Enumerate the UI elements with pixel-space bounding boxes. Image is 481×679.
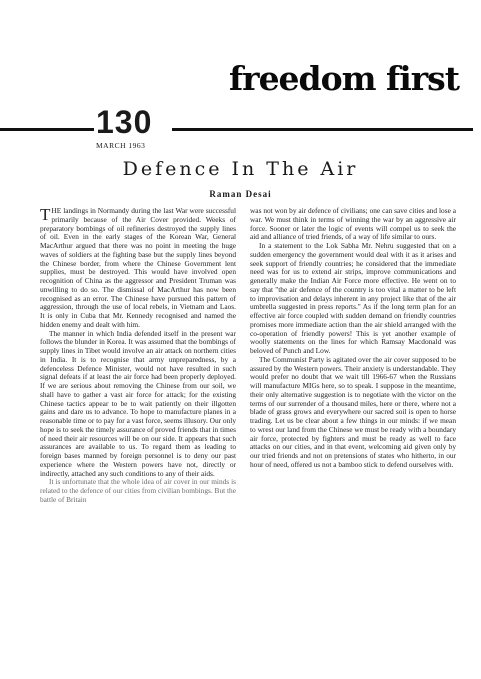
article-title: Defence In The Air: [122, 158, 359, 180]
header-rule-left: [0, 128, 94, 131]
paragraph: The manner in which India defended itself in the present war follows the blunder in Korea. It was assumed that the bombings of supply lines in Tibet would involve an air attack on northern cities in India. It is to recognise that army unpreparedness, by a defenceless Defence Minister, would not have resulted in such signal defeats if at least the air force had been properly deployed. If we are serious about removing the Chinese from our soil, we shall have to gather a vast air force for attack; for the existing Chinese tactics appear to be to wait patiently on their illgotten gains and dare us to advance. To hope to manufacture planes in a reasonable time or to pay for a vast force, seems illusory. Our only hope is to seek the timely assurance of proved friends that in times of need their air resources will be on our side. It appears that such assurances are available to us. To regard them as leading to foreign bases manned by foreign personnel is to deny our past experience where the Western powers have not, directly or indirectly, attached any such conditions to any of their aids.: [40, 328, 236, 478]
article-column-left: [40, 207, 236, 675]
article-column-right: [250, 207, 456, 675]
paragraph: It is unfortunate that the whole idea of air cover in our minds is related to the defence of our cities from civilian bombings. But the battle of Britain: [40, 477, 236, 504]
article-author: Raman Desai: [209, 189, 272, 199]
paragraph-text: HE landings in Normandy during the last War were successful primarily because of the Air Cover provided. Weeks of preparatory bombings of oil refineries destroyed the supply lines of oil. Even in the early stages of the Korean War, General MacArthur argued that there was no point in meeting the huge waves of soldiers at the fighting base but the supply lines beyond the Chinese border, from where the Chinese Government lent supplies, must be destroyed. This would have involved open recognition of China as the aggressor and President Truman was unwilling to do so. The dismissal of MacArthur has now been recognised as an error. The Chinese have pursued this pattern of aggression, through the use of local rebels, in Vietnam and Laos. It is only in Cuba that Mr. Kennedy recognised and named the hidden enemy and dealt with him.: [40, 207, 236, 329]
paragraph: In a statement to the Lok Sabha Mr. Nehru suggested that on a sudden emergency the government would deal with it as it arises and seek support of friendly countries; he considered that the immediate need was for us to extend air strips, improve communications and generally make the Indian Air Force more effective. He went on to say that "the air defence of the country is too vital a matter to be left to improvisation and delays inherent in any project like that of the air umbrella suggested in press reports." As if the long term plan for an effective air force coupled with sudden demand on friendly countries promises more immediate action than the air shield arranged with the co-operation of friendly powers! This is yet another example of woolly statements on the lines for which Ramsay Macdonald was beloved of Punch and Low.: [250, 241, 456, 355]
paragraph: was not won by air defence of civilians; one can save cities and lose a war. We must think in terms of winning the war by an aggressive air force. Sooner or later the logic of events will compel us to seek the aid and alliance of tried friends, of a way of life similar to ours.: [250, 207, 456, 242]
issue-date: MARCH 1963: [96, 141, 146, 150]
header-rule-right: [172, 128, 473, 131]
paragraph: The Communist Party is agitated over the air cover supposed to be assured by the Western powers. Their anxiety is understandable. They would prefer no doubt that we wait till 1966-67 when the Russians will manufacture MIGs here, so to speak. I suppose in the meantime, their only alternative suggestion is to negotiate with the victor on the terms of our surrender of a thousand miles, here or there, where not a blade of grass grows and everywhere our sacred soil is open to horse trading. Let us be clear about a few things in our minds: if we mean to wrest our land from the Chinese we must be ready with a boundary air force, protected by fighters and must be ready as well to face attacks on our cities, and in that event, welcoming aid given only by our tried friends and not on pretensions of states who hitherto, in our hour of need, offered us not a bamboo stick to defend ourselves with.: [250, 354, 456, 469]
masthead-logo: freedom first: [228, 59, 459, 98]
issue-number: 130: [96, 104, 153, 140]
dropcap: T: [40, 207, 51, 224]
paragraph: [40, 207, 236, 330]
